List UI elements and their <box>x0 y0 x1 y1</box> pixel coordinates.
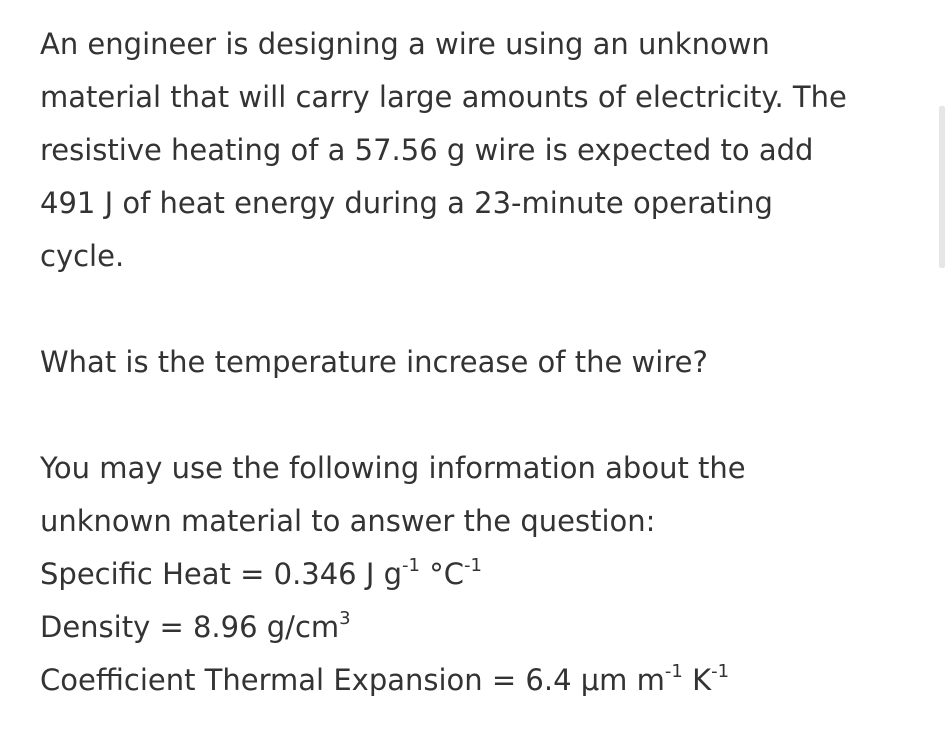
expansion-exponent: -1 <box>664 661 683 682</box>
expansion-line <box>40 654 910 707</box>
problem-text <box>40 18 910 707</box>
specific-heat-line <box>40 548 910 601</box>
expansion-text: Coefficient Thermal Expansion = 6.4 μm m <box>40 663 665 697</box>
paragraph-spacer <box>40 283 910 336</box>
specific-heat-exponent: -1 <box>402 555 420 576</box>
specific-heat-unit: °C <box>420 557 464 591</box>
specific-heat-unit-exponent: -1 <box>463 555 482 576</box>
density-text: Density = 8.96 g/cm <box>40 610 340 644</box>
expansion-unit-exponent: -1 <box>711 661 730 682</box>
density-line <box>40 601 910 654</box>
intro-line: An engineer is designing a wire using an unknown <box>40 27 770 61</box>
intro-line: 491 J of heat energy during a 23-minute operating <box>40 186 773 220</box>
paragraph-spacer <box>40 389 910 442</box>
scrollbar-thumb[interactable] <box>939 106 945 268</box>
expansion-unit: K <box>682 663 712 697</box>
info-line: unknown material to answer the question: <box>40 504 656 538</box>
question-text: What is the temperature increase of the wire? <box>40 345 708 379</box>
intro-line: material that will carry large amounts of electricity. The <box>40 80 847 114</box>
info-line: You may use the following information about the <box>40 451 746 485</box>
intro-line: cycle. <box>40 239 125 273</box>
density-exponent: 3 <box>339 608 351 629</box>
intro-line: resistive heating of a 57.56 g wire is expected to add <box>40 133 814 167</box>
specific-heat-text: Specific Heat = 0.346 J g <box>40 557 403 591</box>
